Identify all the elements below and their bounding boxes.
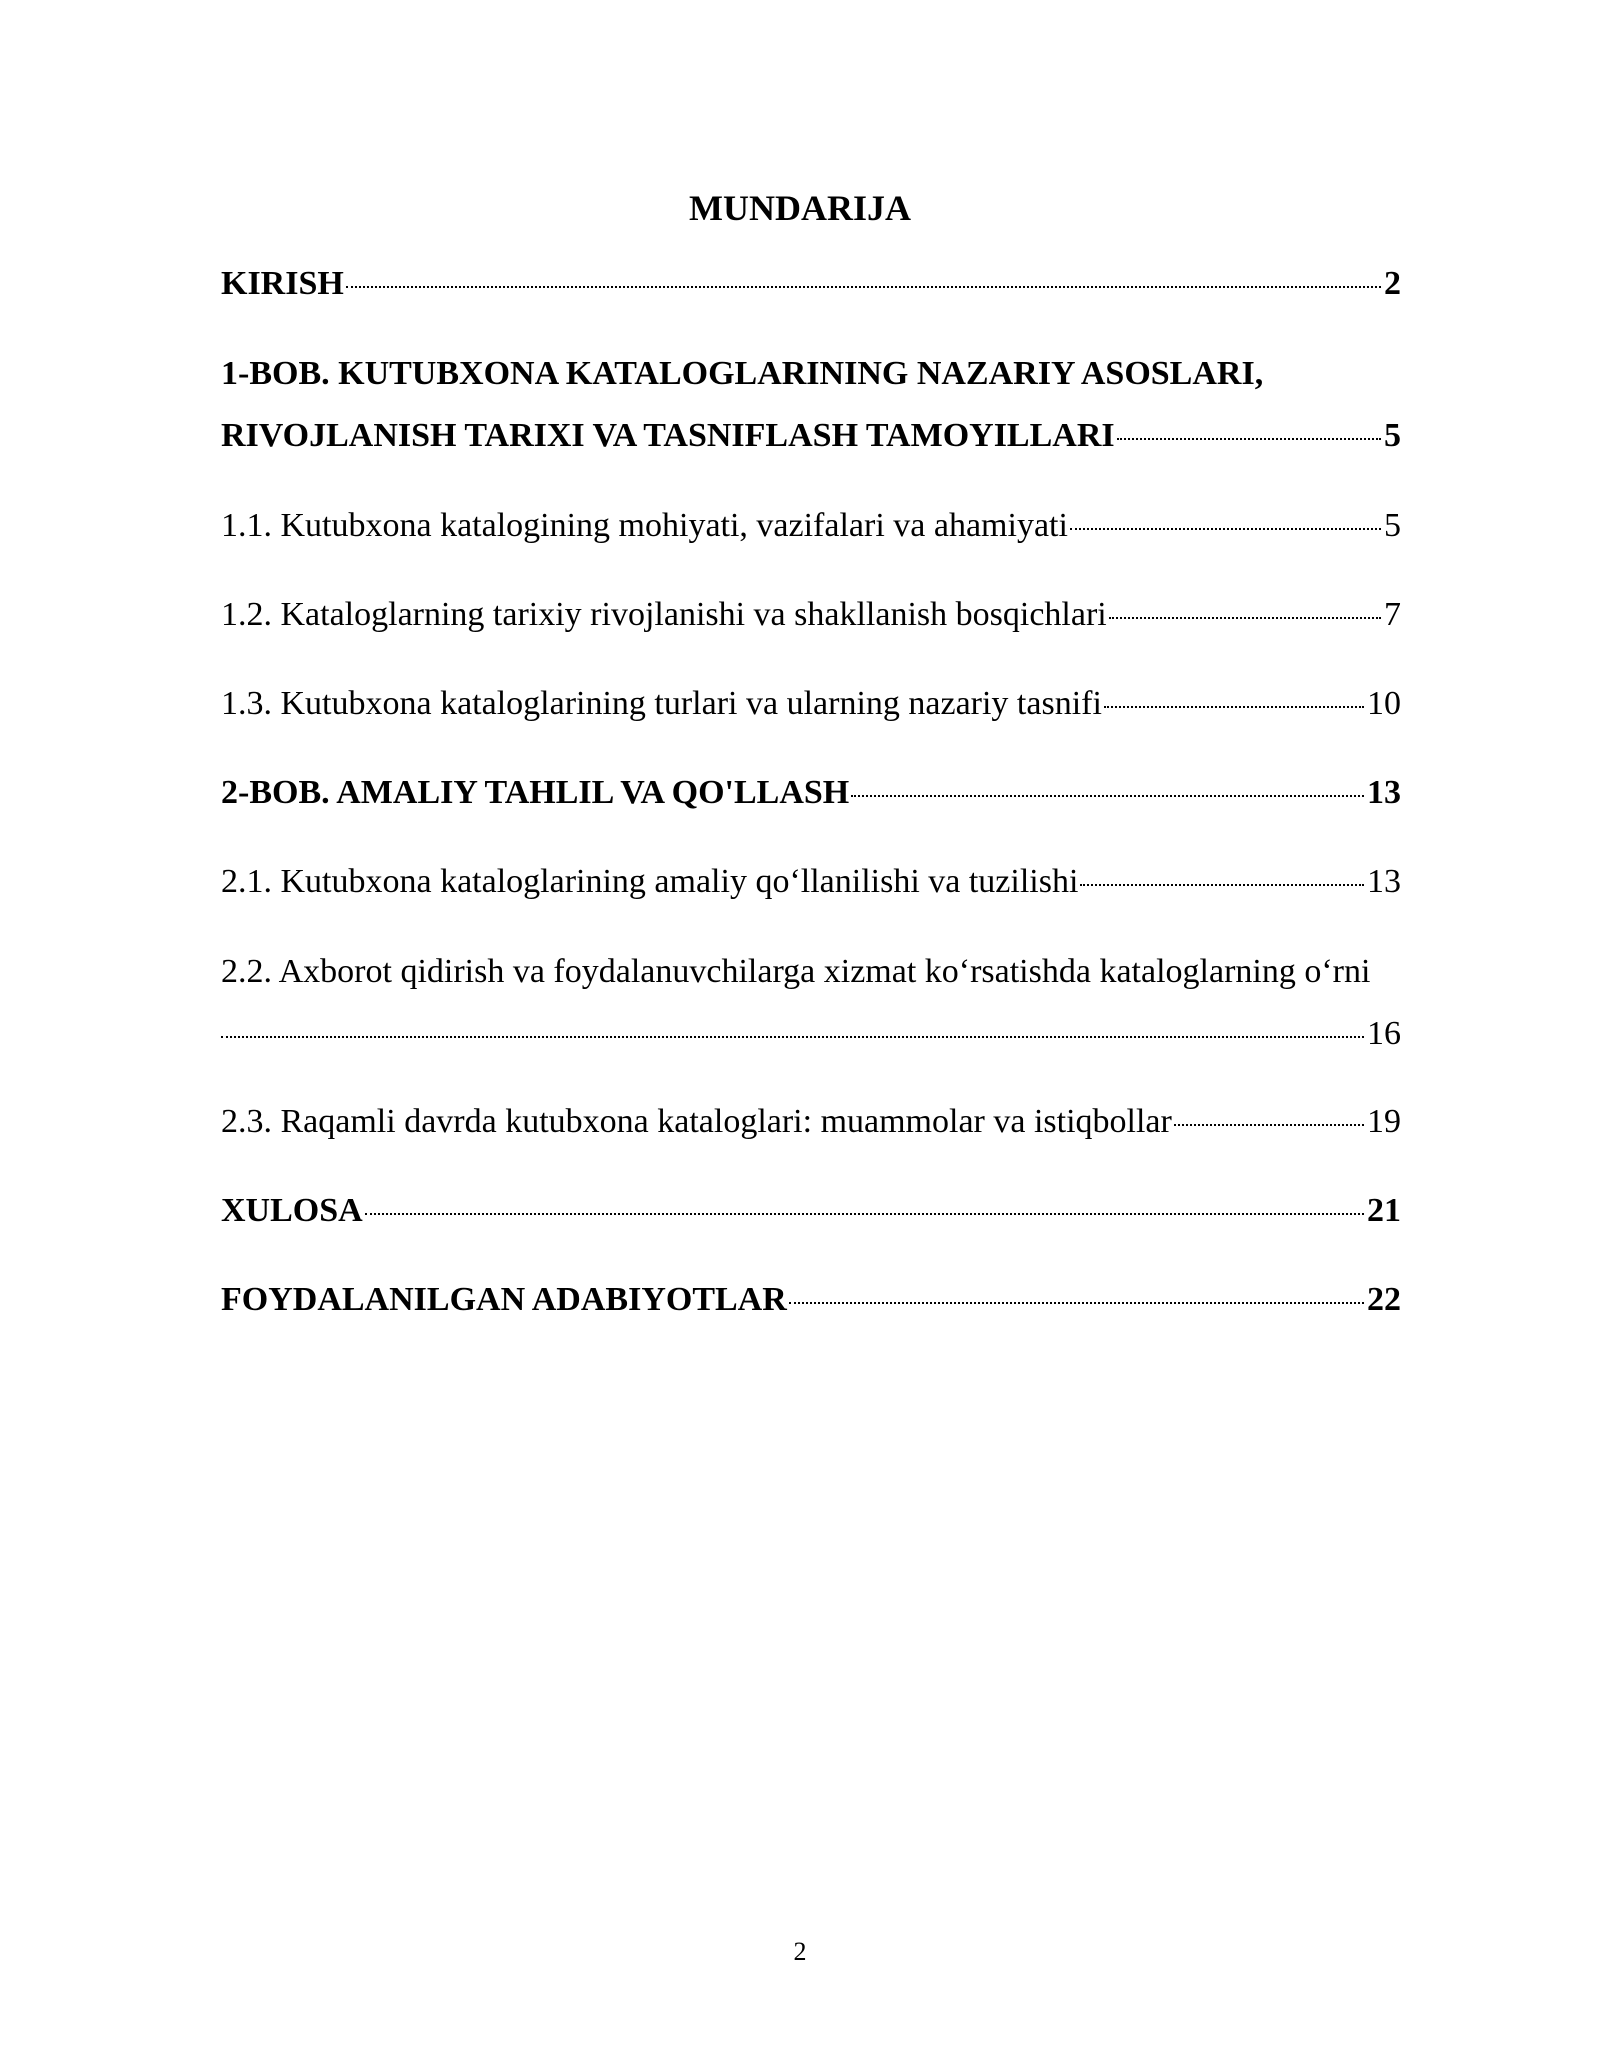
page-title: MUNDARIJA xyxy=(689,188,911,228)
toc-entry-label: 1.2. Kataloglarning tarixiy rivojlanishi va shakllanish bosqichlari xyxy=(221,596,1107,633)
page-number: 2 xyxy=(793,1937,807,1966)
toc-entry-bibliography[interactable] xyxy=(221,1278,1401,1322)
toc-entry-label-line1: 2.2. Axborot qidirish va foydalanuvchilarga xizmat ko‘rsatishda kataloglarning o‘rni xyxy=(221,953,1371,990)
toc-entry-page: 5 xyxy=(1384,507,1401,544)
toc-entry-section-1-1[interactable] xyxy=(221,504,1401,548)
dot-leader xyxy=(221,1036,1364,1038)
dot-leader xyxy=(789,1302,1364,1304)
dot-leader xyxy=(346,286,1381,288)
toc-entry-xulosa[interactable] xyxy=(221,1189,1401,1233)
toc-entry-page: 10 xyxy=(1367,685,1401,722)
toc-entry-label: FOYDALANILGAN ADABIYOTLAR xyxy=(221,1281,787,1318)
toc-entry-section-1-3[interactable] xyxy=(221,682,1401,726)
toc-entry-page: 21 xyxy=(1367,1192,1401,1229)
toc-entry-section-2-2[interactable] xyxy=(221,950,1401,1056)
toc-entry-label: 2-BOB. AMALIY TAHLIL VA QO'LLASH xyxy=(221,774,850,811)
toc-entry-page: 19 xyxy=(1367,1103,1401,1140)
dot-leader xyxy=(365,1213,1364,1215)
toc-entry-kirish[interactable] xyxy=(221,262,1401,306)
toc-entry-section-1-2[interactable] xyxy=(221,593,1401,637)
dot-leader xyxy=(851,795,1364,797)
toc-entry-page: 7 xyxy=(1384,596,1401,633)
dot-leader xyxy=(1174,1124,1364,1126)
toc-entry-label: KIRISH xyxy=(221,265,344,302)
toc-entry-label: 1.1. Kutubxona katalogining mohiyati, vazifalari va ahamiyati xyxy=(221,507,1068,544)
toc-entry-page: 2 xyxy=(1384,265,1401,302)
toc-entry-section-2-1[interactable] xyxy=(221,860,1401,904)
toc-entry-label: 1.3. Kutubxona kataloglarining turlari va ularning nazariy tasnifi xyxy=(221,685,1102,722)
toc-entry-page: 13 xyxy=(1367,863,1401,900)
toc-entry-chapter-2[interactable] xyxy=(221,771,1401,815)
dot-leader xyxy=(1117,438,1381,440)
toc-entry-page: 5 xyxy=(1384,417,1401,454)
toc-entry-label: XULOSA xyxy=(221,1192,363,1229)
toc-entry-page: 22 xyxy=(1367,1281,1401,1318)
toc-entry-page: 13 xyxy=(1367,774,1401,811)
toc-entry-label-line1: 1-BOB. KUTUBXONA KATALOGLARINING NAZARIY ASOSLARI, xyxy=(221,355,1264,392)
toc-entry-chapter-1[interactable] xyxy=(221,352,1401,458)
dot-leader xyxy=(1109,617,1381,619)
toc-entry-label: 2.3. Raqamli davrda kutubxona kataloglari: muammolar va istiqbollar xyxy=(221,1103,1172,1140)
toc-entry-page: 16 xyxy=(1367,1015,1401,1052)
toc-entry-label: 2.1. Kutubxona kataloglarining amaliy qo‘llanilishi va tuzilishi xyxy=(221,863,1079,900)
dot-leader xyxy=(1080,884,1364,886)
toc-entry-section-2-3[interactable] xyxy=(221,1100,1401,1144)
toc-entry-label: RIVOJLANISH TARIXI VA TASNIFLASH TAMOYILLARI xyxy=(221,417,1115,454)
dot-leader xyxy=(1104,706,1364,708)
dot-leader xyxy=(1070,528,1381,530)
